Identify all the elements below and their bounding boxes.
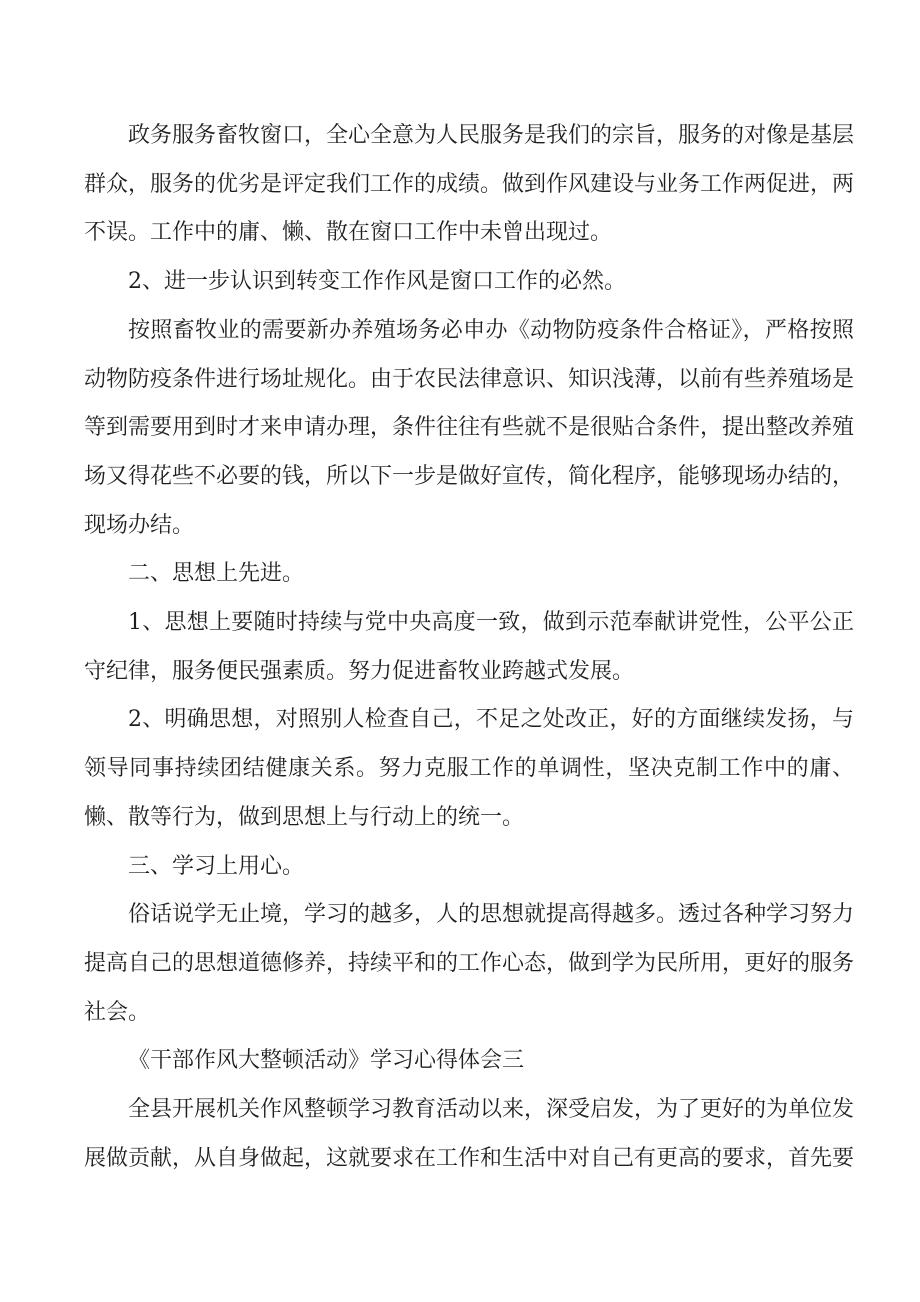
heading-section-2: 二、思想上先进。 <box>128 561 305 587</box>
document-body <box>84 112 854 1183</box>
heading-section-3: 三、学习上用心。 <box>128 853 305 879</box>
heading-experience-3: 《干部作风大整顿活动》学习心得体会三 <box>128 1048 525 1074</box>
paragraph-point-2-work-style: 2、进一步认识到转变工作作风是窗口工作的必然。 <box>128 269 626 295</box>
paragraph-thought-1: 1、思想上要随时持续与党中央高度一致，做到示范奉献讲党性，公平公正守纪律，服务便民强素质。努力促进畜牧业跨越式发展。 <box>84 610 854 684</box>
paragraph-certificate: 按照畜牧业的需要新办养殖场务必申办《动物防疫条件合格证》，严格按照动物防疫条件进行场址规化。由于农民法律意识、知识浅薄，以前有些养殖场是等到需要用到时才来申请办理，条件往往有些就不是很贴合条件，提出整改养殖场又得花些不必要的钱，所以下一步是做好宣传，简化程序，能够现场办结的，现场办结。 <box>84 317 855 538</box>
paragraph-study: 俗话说学无止境，学习的越多，人的思想就提高得越多。透过各种学习努力提高自己的思想道德修养，持续平和的工作心态，做到学为民所用，更好的服务社会。 <box>84 902 855 1025</box>
paragraph-thought-2: 2、明确思想，对照别人检查自己，不足之处改正，好的方面继续发扬，与领导同事持续团结健康关系。努力克服工作的单调性，坚决克制工作中的庸、懒、散等行为，做到思想上与行动上的统一。 <box>84 707 854 830</box>
paragraph-window-service: 政务服务畜牧窗口，全心全意为人民服务是我们的宗旨，服务的对像是基层群众，服务的优劣是评定我们工作的成绩。做到作风建设与业务工作两促进，两不误。工作中的庸、懒、散在窗口工作中未曾出现过。 <box>84 123 855 246</box>
paragraph-county-campaign: 全县开展机关作风整顿学习教育活动以来，深受启发，为了更好的为单位发展做贡献，从自身做起，这就要求在工作和生活中对自己有更高的要求，首先要 <box>84 1097 855 1171</box>
